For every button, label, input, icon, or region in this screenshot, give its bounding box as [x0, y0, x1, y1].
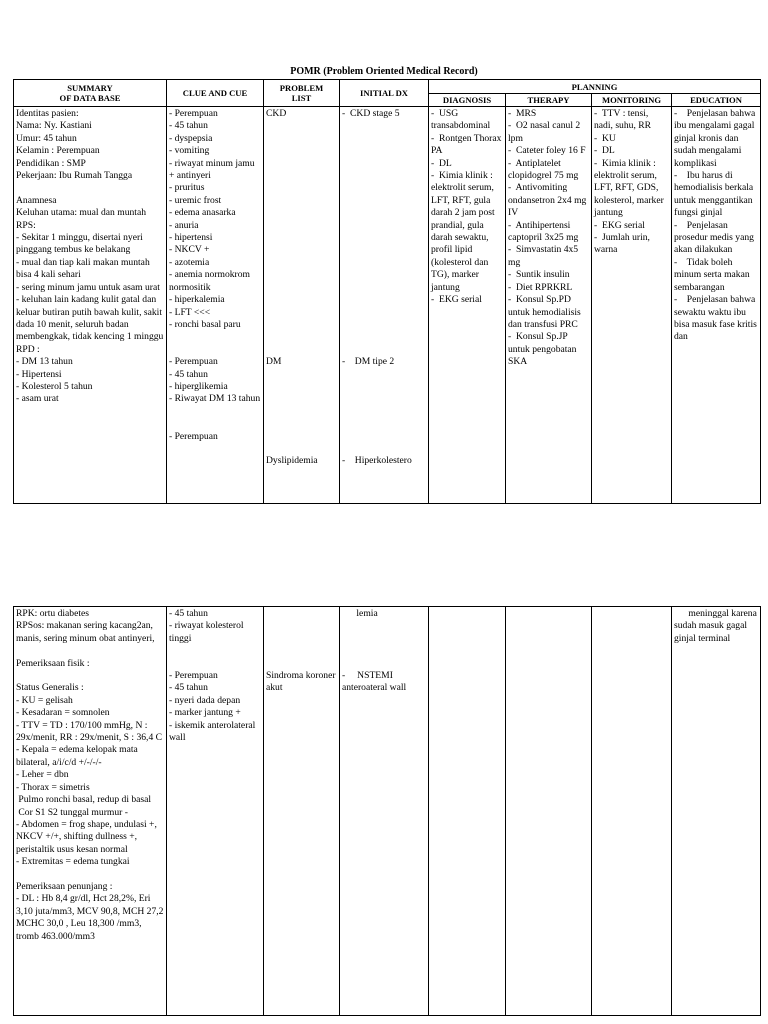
- clue-cell: - 45 tahun - riwayat kolesterol tinggi - Perempuan - 45 tahun - nyeri dada depan - marker jantung + - iskemik anterolateral wall: [167, 607, 264, 1016]
- initial-dx-cell: lemia - NSTEMI anteroateral wall: [340, 607, 429, 1016]
- pomr-table-page-2: [13, 606, 761, 1016]
- pomr-table-page-1: [13, 79, 761, 504]
- problem-cell: CKD DM Dyslipidemia: [264, 107, 340, 504]
- header-therapy: THERAPY: [506, 94, 592, 107]
- initial-dx-cell: - CKD stage 5 - DM tipe 2 - Hiperkolestero: [340, 107, 429, 504]
- therapy-cell: [506, 607, 592, 1016]
- therapy-cell: - MRS - O2 nasal canul 2 lpm - Cateter foley 16 F - Antiplatelet clopidogrel 75 mg - Antivomiting ondansetron 2x4 mg IV - Antihipertensi captopril 3x25 mg - Simvastatin 4x5 mg - Suntik insulin - Diet RPRKRL - Konsul Sp.PD untuk hemodialisis dan transfusi PRC - Konsul Sp.JP untuk pengobatan SKA: [506, 107, 592, 504]
- document-title: POMR (Problem Oriented Medical Record): [290, 66, 478, 77]
- header-monitoring: MONITORING: [592, 94, 672, 107]
- problem-cell: Sindroma koroner akut: [264, 607, 340, 1016]
- diagnosis-cell: [429, 607, 506, 1016]
- header-problem-list: PROBLEM LIST: [264, 80, 340, 107]
- header-summary: SUMMARY OF DATA BASE: [14, 80, 167, 107]
- education-cell: meninggal karena sudah masuk gagal ginjal terminal: [672, 607, 761, 1016]
- summary-cell: RPK: ortu diabetes RPSos: makanan sering kacang2an, manis, sering minum obat antinyeri, Pemeriksaan fisik : Status Generalis : - KU = gelisah - Kesadaran = somnolen - TTV = TD : 170/100 mmHg, N : 29x/menit, RR : 29x/menit, S : 36,4 C - Kepala = edema kelopak mata bilateral, a/i/c/d +/-/-/- - Leher = dbn - Thorax = simetris Pulmo ronchi basal, redup di basal Cor S1 S2 tunggal murmur - - Abdomen = frog shape, undulasi +, NKCV +/+, shifting dullness +, peristaltik usus kesan normal - Extremitas = edema tungkai Pemeriksaan penunjang : - DL : Hb 8,4 gr/dl, Hct 28,2%, Eri 3,10 juta/mm3, MCV 90,8, MCH 27,2 MCHC 30,0 , Leu 18,300 /mm3, tromb 463.000/mm3: [14, 607, 167, 1016]
- monitoring-cell: [592, 607, 672, 1016]
- monitoring-cell: - TTV : tensi, nadi, suhu, RR - KU - DL - Kimia klinik : elektrolit serum, LFT, RFT, GDS, kolesterol, marker jantung - EKG serial - Jumlah urin, warna: [592, 107, 672, 504]
- header-education: EDUCATION: [672, 94, 761, 107]
- header-initial-dx: INITIAL DX: [340, 80, 429, 107]
- summary-cell: Identitas pasien: Nama: Ny. Kastiani Umur: 45 tahun Kelamin : Perempuan Pendidikan : SMP Pekerjaan: Ibu Rumah Tangga Anamnesa Keluhan utama: mual dan muntah RPS: - Sekitar 1 minggu, disertai nyeri pinggang tembus ke belakang - mual dan tiap kali makan muntah bisa 4 kali sehari - sering minum jamu untuk asam urat - keluhan lain kadang kulit gatal dan keluar butiran putih bawah kulit, sakit dada 10 menit, seluruh badan membengkak, tidak kencing 1 minggu RPD : - DM 13 tahun - Hipertensi - Kolesterol 5 tahun - asam urat: [14, 107, 167, 504]
- header-clue-and-cue: CLUE AND CUE: [167, 80, 264, 107]
- diagnosis-cell: - USG transabdominal - Rontgen Thorax PA - DL - Kimia klinik : elektrolit serum, LFT, RFT, gula darah 2 jam post prandial, gula darah sewaktu, profil lipid (kolesterol dan TG), marker jantung - EKG serial: [429, 107, 506, 504]
- header-diagnosis: DIAGNOSIS: [429, 94, 506, 107]
- clue-cell: - Perempuan - 45 tahun - dyspepsia - vomiting - riwayat minum jamu + antinyeri - pruritus - uremic frost - edema anasarka - anuria - hipertensi - NKCV + - azotemia - anemia normokrom normositik - hiperkalemia - LFT <<< - ronchi basal paru - Perempuan - 45 tahun - hiperglikemia - Riwayat DM 13 tahun - Perempuan: [167, 107, 264, 504]
- education-cell: - Penjelasan bahwa ibu mengalami gagal ginjal kronis dan sudah mengalami komplikasi - Ibu harus di hemodialisis berkala untuk menggantikan fungsi ginjal - Penjelasan prosedur medis yang akan dilakukan - Tidak boleh minum serta makan sembarangan - Penjelasan bahwa sewaktu waktu ibu bisa masuk fase kritis dan: [672, 107, 761, 504]
- header-planning: PLANNING: [429, 80, 761, 94]
